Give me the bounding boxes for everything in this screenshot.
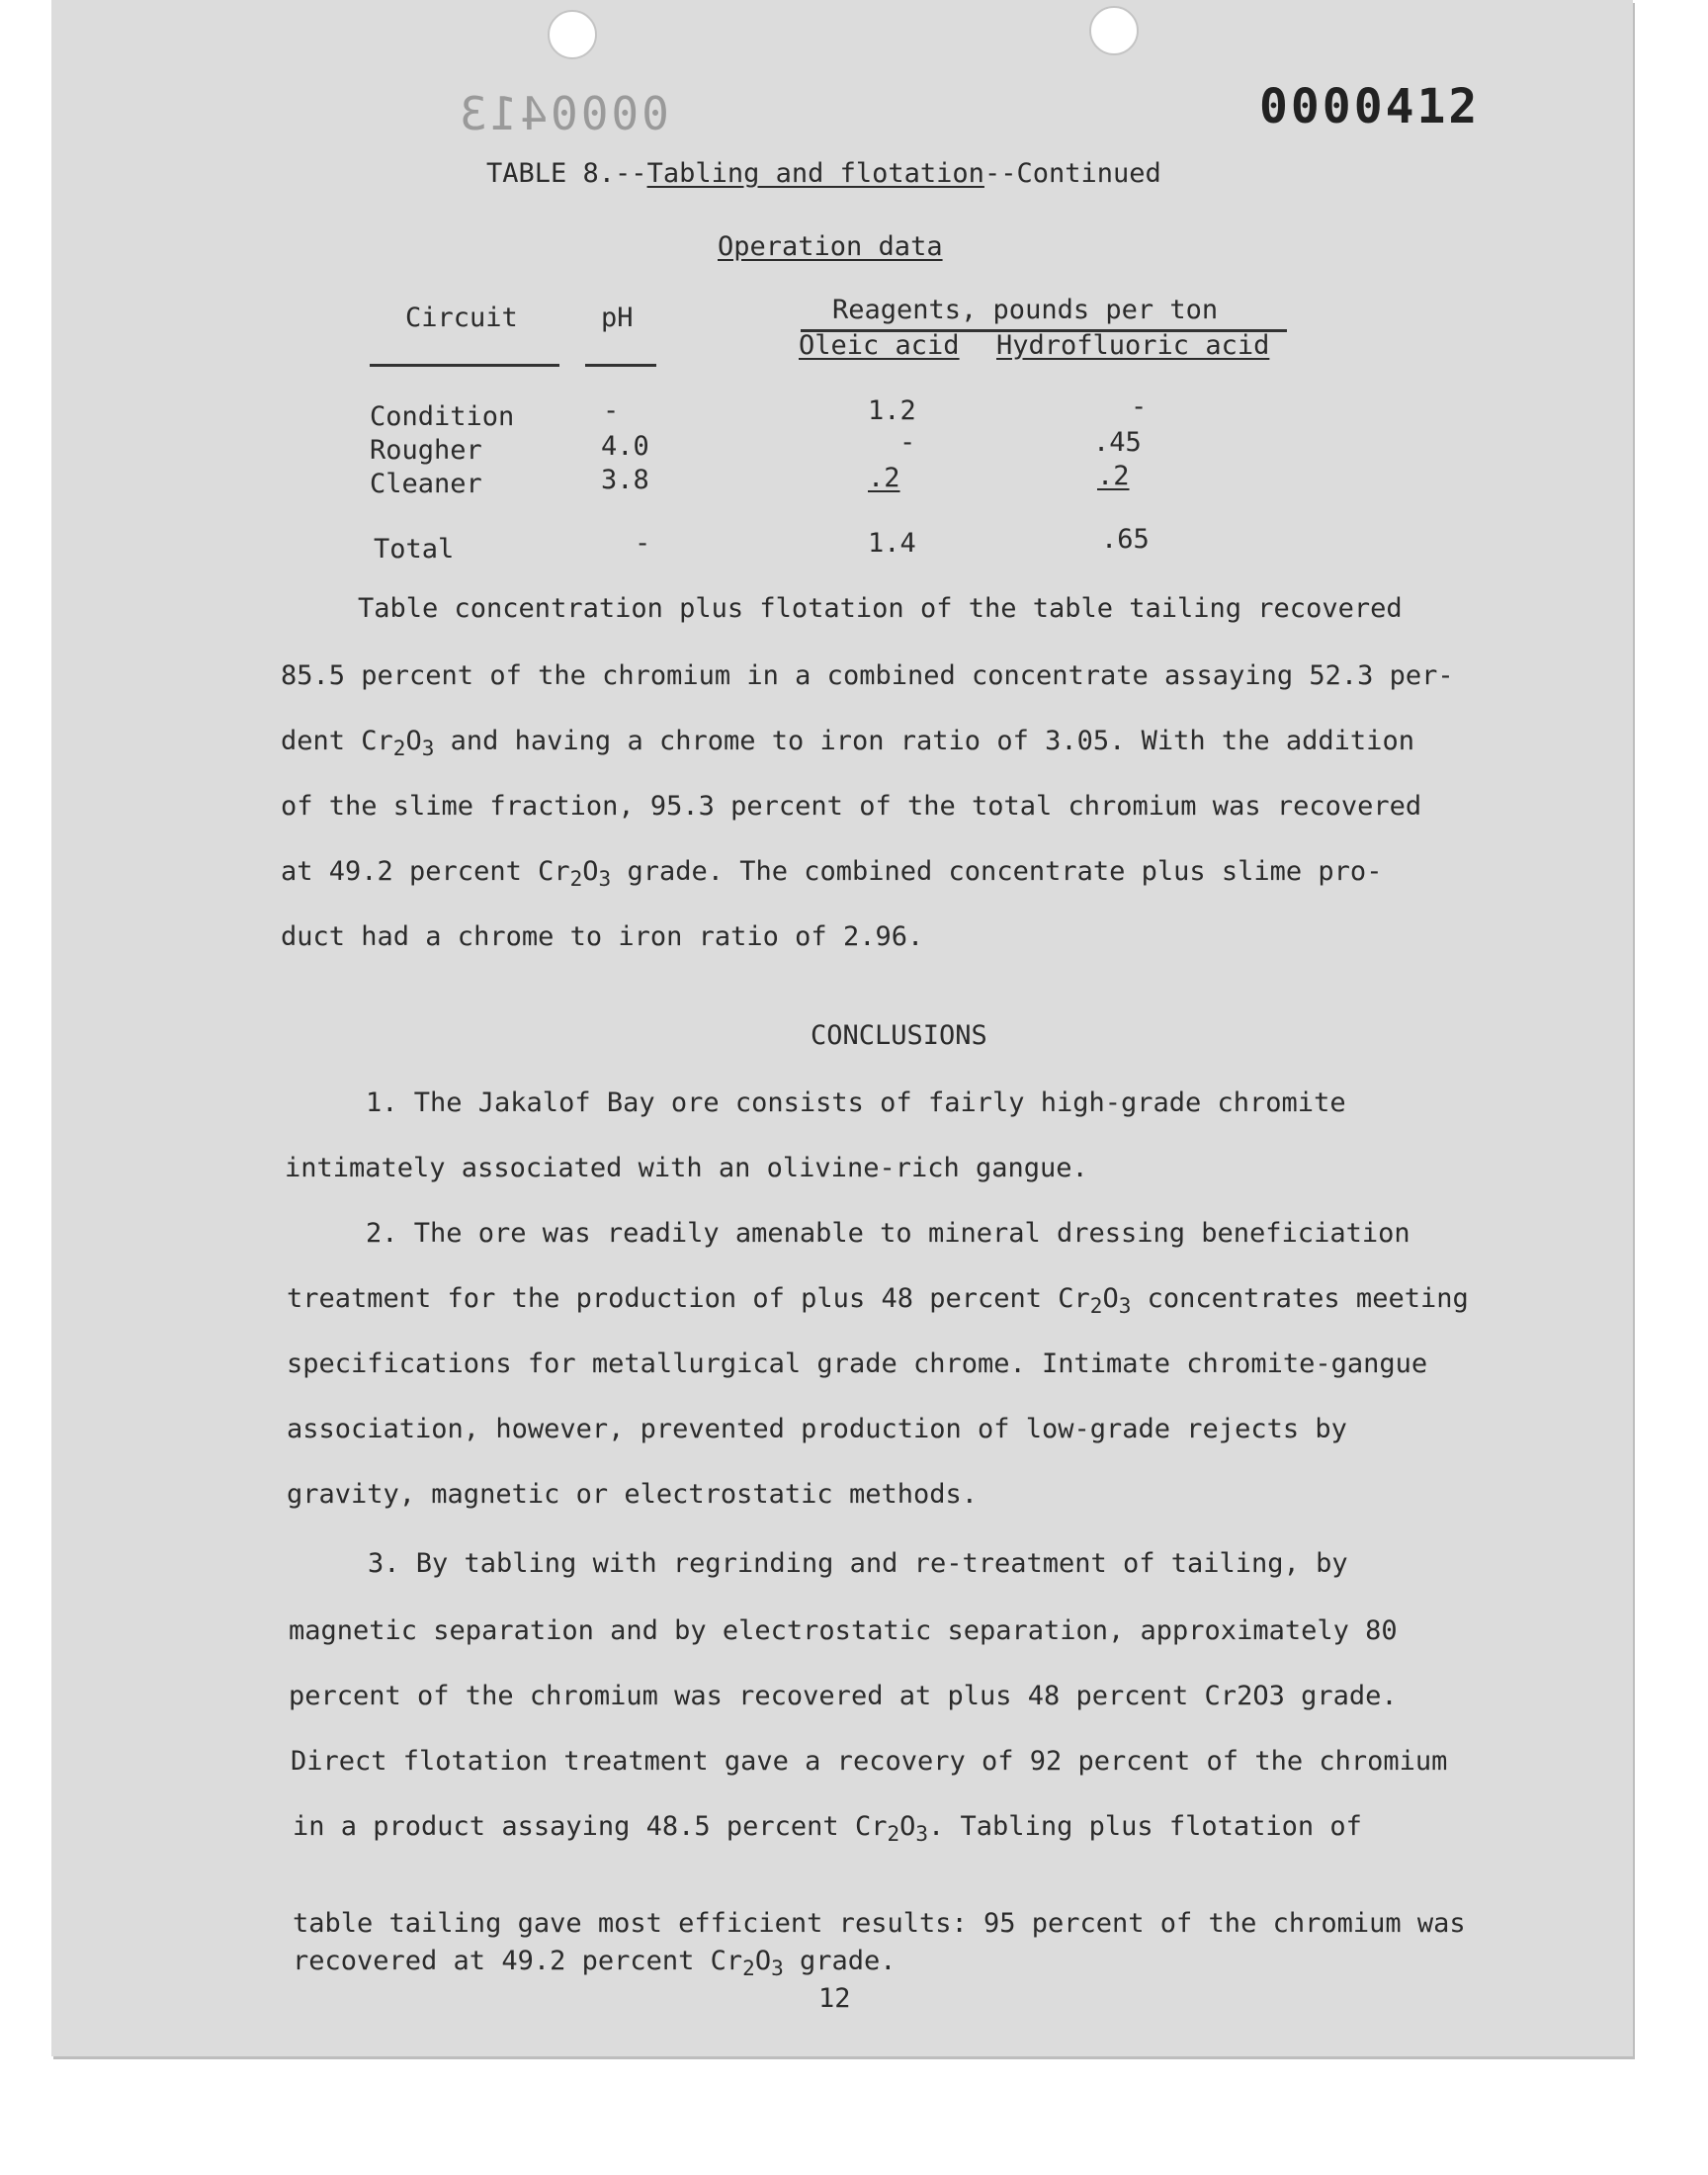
paragraph-line <box>281 726 1414 760</box>
subscript: 2 <box>392 737 406 760</box>
table-title-prefix: TABLE 8.-- <box>486 158 647 189</box>
paragraph-line: Table concentration plus flotation of the table tailing recovered <box>358 593 1403 624</box>
conclusion-2-line: 2. The ore was readily amenable to mineral dressing beneficiation <box>366 1218 1410 1249</box>
column-header-hydrofluoric-acid: Hydrofluoric acid <box>996 330 1270 361</box>
column-header-oleic-acid: Oleic acid <box>799 330 960 361</box>
text-run: O <box>899 1811 916 1842</box>
conclusions-heading: CONCLUSIONS <box>811 1020 987 1051</box>
subscript: 3 <box>598 867 612 891</box>
row-condition-ph: - <box>603 395 620 426</box>
conclusion-3-line <box>293 1946 897 1980</box>
subscript: 2 <box>887 1822 900 1846</box>
text-run: at 49.2 percent Cr <box>281 856 570 887</box>
text-run: concentrates meeting <box>1131 1283 1469 1314</box>
column-header-reagents: Reagents, pounds per ton <box>832 295 1219 325</box>
text-run: and having a chrome to iron ratio of 3.05. With the addition <box>434 726 1414 756</box>
text-run: in a product assaying 48.5 percent Cr <box>293 1811 888 1842</box>
conclusion-1-line: 1. The Jakalof Bay ore consists of fairly high-grade chromite <box>366 1088 1346 1118</box>
row-condition-circuit: Condition <box>370 401 515 432</box>
paragraph-line: 85.5 percent of the chromium in a combined concentrate assaying 52.3 per- <box>281 660 1454 691</box>
conclusion-3-line: Direct flotation treatment gave a recovery of 92 percent of the chromium <box>291 1746 1448 1777</box>
text-run: . Tabling plus flotation of <box>928 1811 1362 1842</box>
row-cleaner-ph: 3.8 <box>601 465 649 495</box>
text-run: treatment for the production of plus 48 percent Cr <box>287 1283 1090 1314</box>
conclusion-3-line: magnetic separation and by electrostatic separation, approximately 80 <box>289 1615 1398 1646</box>
subscript: 2 <box>1089 1294 1103 1318</box>
subscript: 3 <box>421 737 435 760</box>
conclusion-3-line <box>293 1811 1362 1846</box>
text-run: O <box>1102 1283 1119 1314</box>
conclusion-2-line <box>287 1283 1469 1318</box>
paragraph-line: duct had a chrome to iron ratio of 2.96. <box>281 921 924 952</box>
conclusion-3-line: table tailing gave most efficient results: 95 percent of the chromium was <box>293 1908 1466 1939</box>
subscript: 2 <box>742 1957 755 1980</box>
row-rougher-circuit: Rougher <box>370 435 482 466</box>
mirrored-page-stamp: 0000413 <box>457 87 669 140</box>
row-total-ph: - <box>635 528 651 559</box>
row-cleaner-circuit: Cleaner <box>370 469 482 499</box>
paragraph-line: of the slime fraction, 95.3 percent of the total chromium was recovered <box>281 791 1422 822</box>
conclusion-3-line: percent of the chromium was recovered at plus 48 percent Cr2O3 grade. <box>289 1681 1398 1711</box>
text-run: O <box>582 856 599 887</box>
page-number: 12 <box>818 1983 851 2014</box>
conclusion-2-line: gravity, magnetic or electrostatic methods. <box>287 1479 978 1510</box>
text-run: grade. The combined concentrate plus slime pro- <box>611 856 1383 887</box>
row-rougher-oleic: - <box>899 427 916 458</box>
row-rougher-ph: 4.0 <box>601 431 649 462</box>
subscript: 3 <box>915 1822 929 1846</box>
row-cleaner-oleic: .2 <box>868 463 900 493</box>
row-total-circuit: Total <box>374 534 455 565</box>
row-cleaner-hf: .2 <box>1097 461 1130 491</box>
column-header-circuit: Circuit <box>405 303 518 333</box>
table-title <box>486 158 1161 189</box>
document-page <box>51 0 1633 2056</box>
conclusion-2-line: association, however, prevented production of low-grade rejects by <box>287 1414 1347 1444</box>
punch-hole-right <box>1089 6 1139 55</box>
conclusion-1-line: intimately associated with an olivine-rich gangue. <box>285 1153 1088 1183</box>
subscript: 3 <box>771 1957 784 1980</box>
page-stamp-number: 0000412 <box>1259 79 1481 134</box>
row-rougher-hf: .45 <box>1093 427 1142 458</box>
row-total-oleic: 1.4 <box>868 528 916 559</box>
table-title-suffix: --Continued <box>983 158 1161 189</box>
text-run: grade. <box>783 1946 897 1976</box>
punch-hole-left <box>548 10 597 59</box>
table-title-main: Tabling and flotation <box>646 158 984 189</box>
text-run: dent Cr <box>281 726 393 756</box>
row-total-hf: .65 <box>1101 524 1150 555</box>
paragraph-line <box>281 856 1382 891</box>
table-subtitle: Operation data <box>718 231 943 262</box>
ph-header-rule <box>585 364 656 367</box>
conclusion-2-line: specifications for metallurgical grade chrome. Intimate chromite-gangue <box>287 1348 1428 1379</box>
subscript: 2 <box>569 867 583 891</box>
text-run: recovered at 49.2 percent Cr <box>293 1946 743 1976</box>
text-run: O <box>405 726 422 756</box>
circuit-header-rule <box>370 364 559 367</box>
conclusion-3-line: 3. By tabling with regrinding and re-treatment of tailing, by <box>368 1548 1348 1579</box>
row-condition-hf: - <box>1131 392 1148 422</box>
column-header-ph: pH <box>601 303 634 333</box>
subscript: 3 <box>1118 1294 1132 1318</box>
row-condition-oleic: 1.2 <box>868 395 916 426</box>
text-run: O <box>754 1946 772 1976</box>
